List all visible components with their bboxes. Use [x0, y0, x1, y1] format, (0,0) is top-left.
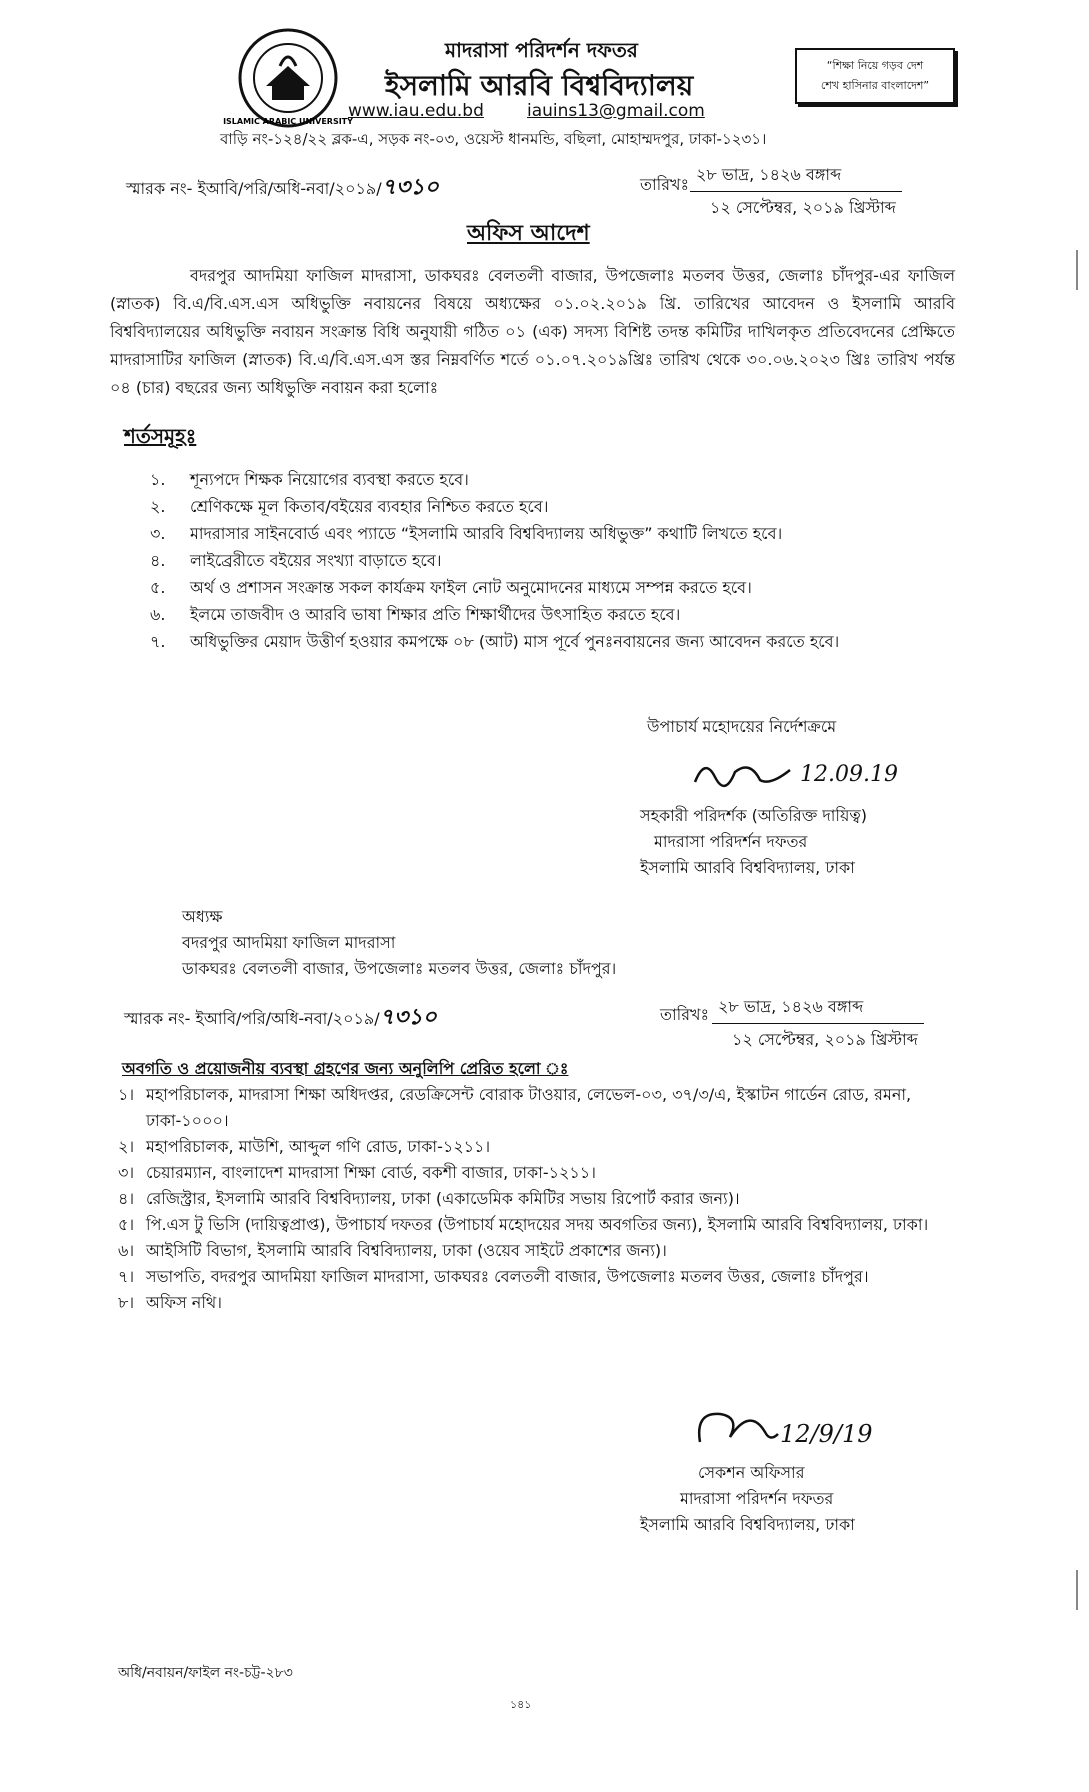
- list-item: ৫। পি.এস টু ভিসি (দায়িত্বপ্রাপ্ত), উপাচার্য দফতর (উপাচার্য মহোদয়ের সদয় অবগতির জন্য), ইসলামি আরবি বিশ্ববিদ্যালয়, ঢাকা।: [118, 1215, 929, 1234]
- conditions-list: [150, 466, 960, 655]
- signatory-designation: সেকশন অফিসার: [698, 1463, 805, 1482]
- signatory-university: ইসলামি আরবি বিশ্ববিদ্যালয়, ঢাকা: [640, 1515, 855, 1534]
- body-paragraph: বদরপুর আদমিয়া ফাজিল মাদরাসা, ডাকঘরঃ বেলতলী বাজার, উপজেলাঃ মতলব উত্তর, জেলাঃ চাঁদপুর-এর ফাজিল (স্নাতক) বি.এ/বি.এস.এস অধিভুক্তি নবায়নের বিষয়ে অধ্যক্ষের ০১.০২.২০১৯ খ্রি. তারিখের আবেদন ও ইসলামি আরবি বিশ্ববিদ্যালয়ের অধিভুক্তি নবায়ন সংক্রান্ত বিধি অনুযায়ী গঠিত ০১ (এক) সদস্য বিশিষ্ট তদন্ত কমিটির দাখিলকৃত প্রতিবেদনের প্রেক্ষিতে মাদরাসাটির ফাজিল (স্নাতক) বি.এ/বি.এস.এস স্তর নিম্নবর্ণিত শর্তে ০১.০৭.২০১৯খ্রিঃ তারিখ থেকে ৩০.০৬.২০২৩ খ্রিঃ তারিখ পর্যন্ত ০৪ (চার) বছরের জন্য অধিভুক্তি নবায়ন করা হলোঃ: [110, 266, 955, 397]
- recipient-institution: বদরপুর আদমিয়া ফাজিল মাদরাসা: [182, 933, 396, 952]
- list-item: ২। মহাপরিচালক, মাউশি, আব্দুল গণি রোড, ঢাকা-১২১১।: [118, 1137, 491, 1156]
- list-item: ৩. মাদরাসার সাইনবোর্ড এবং প্যাডে “ইসলামি আরবি বিশ্ববিদ্যালয় অধিভুক্ত” কথাটি লিখতে হবে।: [150, 524, 783, 543]
- date-label: তারিখঃ: [660, 1005, 710, 1024]
- memo-number-2: [124, 1000, 437, 1037]
- slogan-line-2: শেখ হাসিনার বাংলাদেশ”: [820, 79, 930, 92]
- university-name: ইসলামি আরবি বিশ্ববিদ্যালয়: [385, 69, 694, 102]
- date-english: ১২ সেপ্টেম্বর, ২০১৯ খ্রিস্টাব্দ: [732, 1030, 918, 1049]
- memo-number-1: [126, 170, 439, 207]
- by-order-line: উপাচার্য মহোদয়ের নির্দেশক্রমে: [647, 717, 837, 736]
- slogan-box: [795, 48, 955, 104]
- list-item: ৬. ইলমে তাজবীদ ও আরবি ভাষা শিক্ষার প্রতি শিক্ষার্থীদের উৎসাহিত করতে হবে।: [150, 605, 681, 624]
- address-line: বাড়ি নং-১২৪/২২ ব্লক-এ, সড়ক নং-০৩, ওয়েস্ট ধানমন্ডি, বছিলা, মোহাম্মদপুর, ঢাকা-১২৩১।: [220, 130, 767, 148]
- university-logo: [223, 26, 353, 130]
- date-bangla: ২৮ ভাদ্র, ১৪২৬ বঙ্গাব্দ: [690, 162, 902, 192]
- recipient-title: অধ্যক্ষ: [182, 907, 223, 926]
- signature-scribble-2: [690, 1402, 780, 1452]
- slogan-line-1: “শিক্ষা নিয়ে গড়ব দেশ: [826, 59, 924, 72]
- memo-handwritten-number: ৭৩১০: [381, 174, 439, 200]
- recipient-address: ডাকঘরঃ বেলতলী বাজার, উপজেলাঃ মতলব উত্তর, জেলাঃ চাঁদপুর।: [182, 959, 617, 978]
- email-link[interactable]: iauins13@gmail.com: [527, 101, 705, 121]
- file-reference: অধি/নবায়ন/ফাইল নং-চট্ট-২৮৩: [118, 1665, 293, 1681]
- date-english: ১২ সেপ্টেম্বর, ২০১৯ খ্রিস্টাব্দ: [710, 198, 896, 217]
- signatory-university: ইসলামি আরবি বিশ্ববিদ্যালয়, ঢাকা: [640, 858, 855, 877]
- signature-date-2: 12/9/19: [780, 1420, 873, 1448]
- signature-mark-2: [690, 1402, 780, 1456]
- website-link[interactable]: www.iau.edu.bd: [348, 101, 484, 121]
- conditions-heading: শর্তসমূহঃ: [124, 424, 197, 448]
- date-block-1: [690, 162, 902, 222]
- date-label: তারিখঃ: [640, 175, 690, 194]
- list-item: ৫. অর্থ ও প্রশাসন সংক্রান্ত সকল কার্যক্রম ফাইল নোট অনুমোদনের মাধ্যমে সম্পন্ন করতে হবে।: [150, 578, 752, 597]
- list-item: ৪. লাইব্রেরীতে বইয়ের সংখ্যা বাড়াতে হবে।: [150, 551, 442, 570]
- page-title: অফিস আদেশ: [467, 221, 590, 246]
- signatory-office: মাদরাসা পরিদর্শন দফতর: [680, 1489, 834, 1508]
- date-block-2: [712, 994, 924, 1054]
- signatory-block-2: [640, 1460, 855, 1538]
- copy-list: [118, 1082, 958, 1316]
- signature-mark-1: [690, 752, 800, 799]
- signature-date-1: 12.09.19: [800, 762, 898, 787]
- list-item: ৪। রেজিস্ট্রার, ইসলামি আরবি বিশ্ববিদ্যালয়, ঢাকা (একাডেমিক কমিটির সভায় রিপোর্ট করার জন্য)।: [118, 1189, 740, 1208]
- memo-prefix: স্মারক নং- ইআবি/পরি/অধি-নবা/২০১৯/: [124, 1009, 380, 1028]
- date-bangla: ২৮ ভাদ্র, ১৪২৬ বঙ্গাব্দ: [712, 994, 924, 1024]
- scan-mark: [1076, 1570, 1078, 1610]
- list-item: ৭. অধিভুক্তির মেয়াদ উত্তীর্ণ হওয়ার কমপক্ষে ০৮ (আট) মাস পূর্বে পুনঃনবায়নের জন্য আবেদন করতে হবে।: [150, 632, 840, 651]
- signatory-designation: সহকারী পরিদর্শক (অতিরিক্ত দায়িত্ব): [640, 806, 868, 825]
- page-number: ১৪১: [510, 1698, 532, 1711]
- recipient-block: [182, 904, 616, 982]
- scan-mark: [1076, 250, 1078, 290]
- list-item: ৬। আইসিটি বিভাগ, ইসলামি আরবি বিশ্ববিদ্যালয়, ঢাকা (ওয়েব সাইটে প্রকাশের জন্য)।: [118, 1241, 667, 1260]
- list-item: ১. শূন্যপদে শিক্ষক নিয়োগের ব্যবস্থা করতে হবে।: [150, 470, 469, 489]
- list-item: ১। মহাপরিচালক, মাদরাসা শিক্ষা অধিদপ্তর, রেডক্রিসেন্ট বোরাক টাওয়ার, লেভেল-০৩, ৩৭/৩/এ, ইস্কাটন গার্ডেন রোড, রমনা, ঢাকা-১০০০।: [118, 1085, 912, 1130]
- list-item: ৭। সভাপতি, বদরপুর আদমিয়া ফাজিল মাদরাসা, ডাকঘরঃ বেলতলী বাজার, উপজেলাঃ মতলব উত্তর, জেলাঃ চাঁদপুর।: [118, 1267, 869, 1286]
- department-name: মাদরাসা পরিদর্শন দফতর: [445, 38, 638, 62]
- signatory-block-1: [640, 803, 867, 881]
- logo-text: ISLAMIC ARABIC UNIVERSITY: [223, 117, 353, 126]
- copy-heading: অবগতি ও প্রয়োজনীয় ব্যবস্থা গ্রহণের জন্য অনুলিপি প্রেরিত হলো ঃ: [122, 1059, 569, 1078]
- memo-handwritten-number: ৭৩১০: [379, 1004, 437, 1030]
- list-item: ২. শ্রেণিকক্ষে মূল কিতাব/বইয়ের ব্যবহার নিশ্চিত করতে হবে।: [150, 497, 549, 516]
- signatory-office: মাদরাসা পরিদর্শন দফতর: [654, 832, 808, 851]
- list-item: ৩। চেয়ারম্যান, বাংলাদেশ মাদরাসা শিক্ষা বোর্ড, বকশী বাজার, ঢাকা-১২১১।: [118, 1163, 596, 1182]
- memo-prefix: স্মারক নং- ইআবি/পরি/অধি-নবা/২০১৯/: [126, 179, 382, 198]
- signature-scribble-1: [690, 752, 800, 792]
- list-item: ৮। অফিস নথি।: [118, 1293, 222, 1312]
